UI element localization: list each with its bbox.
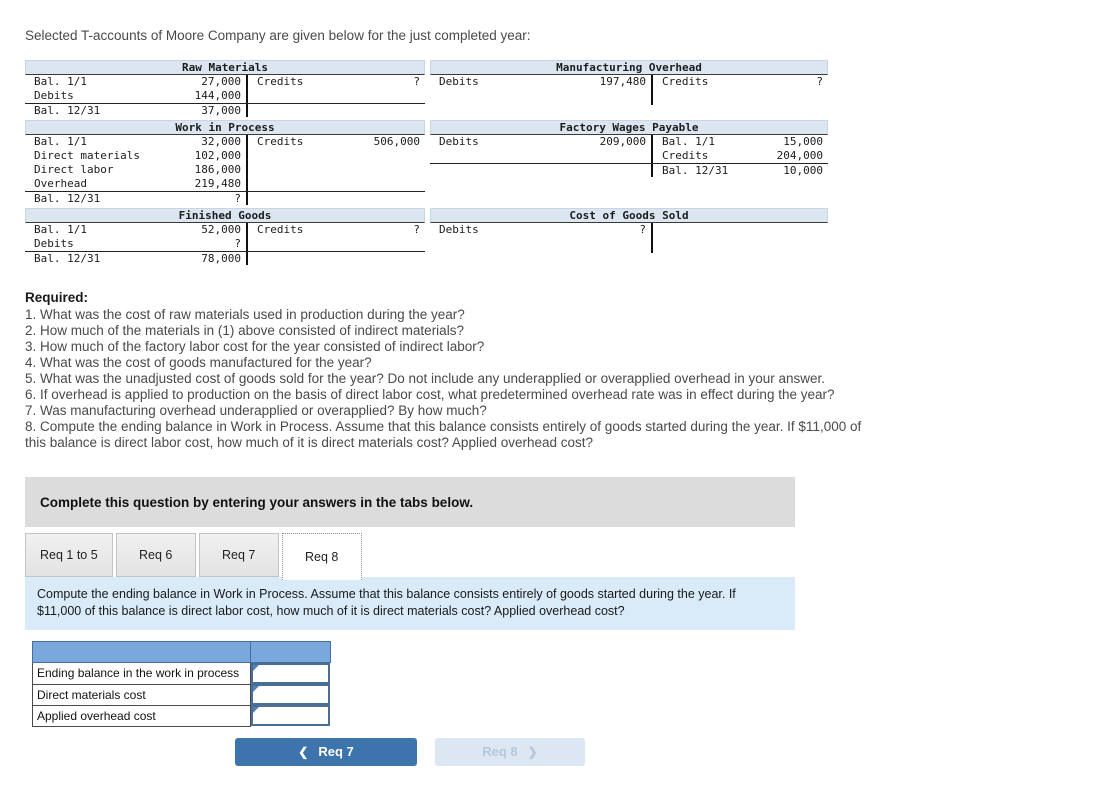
t-account-finished-goods — [25, 208, 425, 274]
answer-input-applied-overhead-cost[interactable] — [251, 705, 330, 726]
required-item: 3. How much of the factory labor cost for the year consisted of indirect labor? — [25, 339, 485, 354]
t-account-row — [25, 75, 425, 89]
t-account-entry-label: Bal. 12/31 — [662, 164, 729, 177]
t-account-divider-extension — [430, 89, 828, 105]
t-account-title: Raw Materials — [25, 60, 425, 75]
tab-panel-instruction: Compute the ending balance in Work in Process. Assume that this balance consists entirely of goods started during the year. If $11,000 of this balance is direct labor cost, how much of it is direct materials cost? Applied overhead cost? — [37, 587, 736, 618]
t-account-raw-materials — [25, 60, 425, 120]
required-items — [25, 307, 875, 451]
tab-req-8[interactable]: Req 8 — [282, 533, 362, 580]
t-account-row — [25, 237, 425, 251]
t-account-entry-label: Bal. 1/1 — [34, 223, 87, 236]
t-account-entry-amount: 32,000 — [201, 135, 241, 148]
t-account-cost-of-goods-sold — [430, 208, 828, 274]
t-account-entry-label: Bal. 1/1 — [34, 75, 87, 88]
answer-input-ending-balance-in-the-work-in-process[interactable] — [251, 663, 330, 684]
t-account-entry-label: Overhead — [34, 177, 87, 190]
t-account-entry-amount: 209,000 — [599, 135, 646, 148]
tab-panel — [25, 577, 795, 630]
answer-row-label: Ending balance in the work in process — [33, 663, 251, 685]
answer-table-header-value-cell — [251, 642, 331, 663]
t-account-entry-amount: 27,000 — [201, 75, 241, 88]
t-account-work-in-process — [25, 120, 425, 208]
t-account-factory-wages-payable — [430, 120, 828, 208]
t-account-entry-amount: 144,000 — [194, 89, 241, 102]
t-account-title: Manufacturing Overhead — [430, 60, 828, 75]
t-account-row — [25, 177, 425, 191]
t-account-entry-label: Bal. 12/31 — [34, 192, 101, 205]
t-account-title: Factory Wages Payable — [430, 120, 828, 135]
required-item: 8. Compute the ending balance in Work in Process. Assume that this balance consists entirely of goods started during the year. If $11,000 of this balance is direct labor cost, how much of it is direct materials cost? Applied overhead cost? — [25, 419, 862, 450]
t-account-entry-label: Debits — [34, 89, 74, 102]
t-account-entry-amount: 37,000 — [201, 104, 241, 117]
t-account-entry-label: Bal. 1/1 — [34, 135, 87, 148]
t-account-row — [25, 135, 425, 149]
t-account-entry-amount: ? — [234, 237, 241, 250]
t-account-entry-amount: 10,000 — [783, 164, 823, 177]
required-item: 7. Was manufacturing overhead underapplied or overapplied? By how much? — [25, 403, 487, 418]
t-account-entry-label: Bal. 12/31 — [34, 104, 101, 117]
tab-req-6[interactable]: Req 6 — [116, 533, 196, 577]
answer-cell-marker-icon — [253, 665, 259, 671]
chevron-left-icon: ❮ — [298, 744, 309, 759]
t-account-entry-label: Debits — [34, 237, 74, 250]
required-section — [25, 290, 875, 451]
prev-req-label: Req 7 — [318, 744, 354, 759]
t-account-entry-amount: 15,000 — [783, 135, 823, 148]
t-account-entry-amount: 506,000 — [373, 135, 420, 148]
answer-row-label: Direct materials cost — [33, 684, 251, 705]
required-item: 5. What was the unadjusted cost of goods sold for the year? Do not include any underapplied or overapplied overhead in your answer. — [25, 371, 826, 386]
t-account-entry-amount: 102,000 — [194, 149, 241, 162]
answer-cell-marker-icon — [253, 686, 259, 692]
requirement-tabs — [25, 533, 1093, 577]
footer-nav — [25, 738, 795, 766]
t-account-entry-label: Bal. 1/1 — [662, 135, 715, 148]
required-heading: Required: — [25, 290, 89, 305]
t-account-balance-row — [25, 191, 425, 205]
t-account-title: Finished Goods — [25, 208, 425, 223]
t-accounts-grid — [25, 60, 1093, 274]
t-account-entry-amount: ? — [413, 75, 420, 88]
prev-req-button[interactable] — [235, 738, 417, 766]
t-account-entry-amount: ? — [816, 75, 823, 88]
intro-text: Selected T-accounts of Moore Company are given below for the just completed year: — [25, 28, 531, 43]
answer-table-header-row — [33, 642, 331, 663]
t-account-entry-label: Debits — [439, 135, 479, 148]
answer-table — [32, 641, 331, 727]
t-account-entry-label: Credits — [662, 149, 709, 162]
t-account-row — [430, 135, 828, 149]
t-account-entry-amount: 186,000 — [194, 163, 241, 176]
t-account-row — [430, 75, 828, 89]
t-account-entry-amount: 219,480 — [194, 177, 241, 190]
t-account-entry-label: Credits — [257, 223, 304, 236]
next-req-button[interactable] — [435, 738, 585, 766]
t-account-entry-label: Direct materials — [34, 149, 140, 162]
required-item: 6. If overhead is applied to production on the basis of direct labor cost, what predetermined overhead rate was in effect during the year? — [25, 387, 835, 402]
t-account-entry-label: Credits — [662, 75, 709, 88]
t-account-balance-row — [25, 251, 425, 265]
answer-row-label: Applied overhead cost — [33, 705, 251, 726]
t-account-entry-label: Credits — [257, 75, 304, 88]
t-account-entry-amount: 204,000 — [776, 149, 823, 162]
t-account-entry-label: Debits — [439, 75, 479, 88]
t-account-entry-amount: ? — [234, 192, 241, 205]
required-item: 2. How much of the materials in (1) above consisted of indirect materials? — [25, 323, 464, 338]
t-account-divider-extension — [430, 237, 828, 253]
t-account-balance-row — [25, 103, 425, 117]
answer-row — [33, 705, 331, 726]
next-req-label: Req 8 — [482, 744, 518, 759]
t-account-entry-label: Debits — [439, 223, 479, 236]
t-account-entry-label: Bal. 12/31 — [34, 252, 101, 265]
t-account-entry-amount: ? — [639, 223, 646, 236]
t-account-row — [25, 149, 425, 163]
t-account-entry-label: Direct labor — [34, 163, 114, 176]
t-account-title: Work in Process — [25, 120, 425, 135]
t-account-entry-amount: 197,480 — [599, 75, 646, 88]
required-item: 4. What was the cost of goods manufactured for the year? — [25, 355, 372, 370]
answer-row — [33, 684, 331, 705]
t-account-row — [25, 223, 425, 237]
chevron-right-icon: ❯ — [527, 744, 538, 759]
t-account-balance-row — [430, 163, 828, 177]
t-account-row — [430, 223, 828, 237]
required-item: 1. What was the cost of raw materials used in production during the year? — [25, 307, 465, 322]
t-account-title: Cost of Goods Sold — [430, 208, 828, 223]
complete-question-banner: Complete this question by entering your answers in the tabs below. — [25, 477, 795, 527]
answer-cell-marker-icon — [253, 707, 259, 713]
t-account-row — [25, 163, 425, 177]
t-account-row — [430, 149, 828, 163]
t-account-manufacturing-overhead — [430, 60, 828, 120]
answer-table-header-label-cell — [33, 642, 251, 663]
answer-input-direct-materials-cost[interactable] — [251, 684, 330, 705]
t-account-entry-amount: ? — [413, 223, 420, 236]
t-account-entry-amount: 78,000 — [201, 252, 241, 265]
tab-req-7[interactable]: Req 7 — [199, 533, 279, 577]
t-account-row — [25, 89, 425, 103]
t-account-entry-amount: 52,000 — [201, 223, 241, 236]
answer-row — [33, 663, 331, 685]
t-account-entry-label: Credits — [257, 135, 304, 148]
tab-req-1-to-5[interactable]: Req 1 to 5 — [25, 533, 113, 577]
